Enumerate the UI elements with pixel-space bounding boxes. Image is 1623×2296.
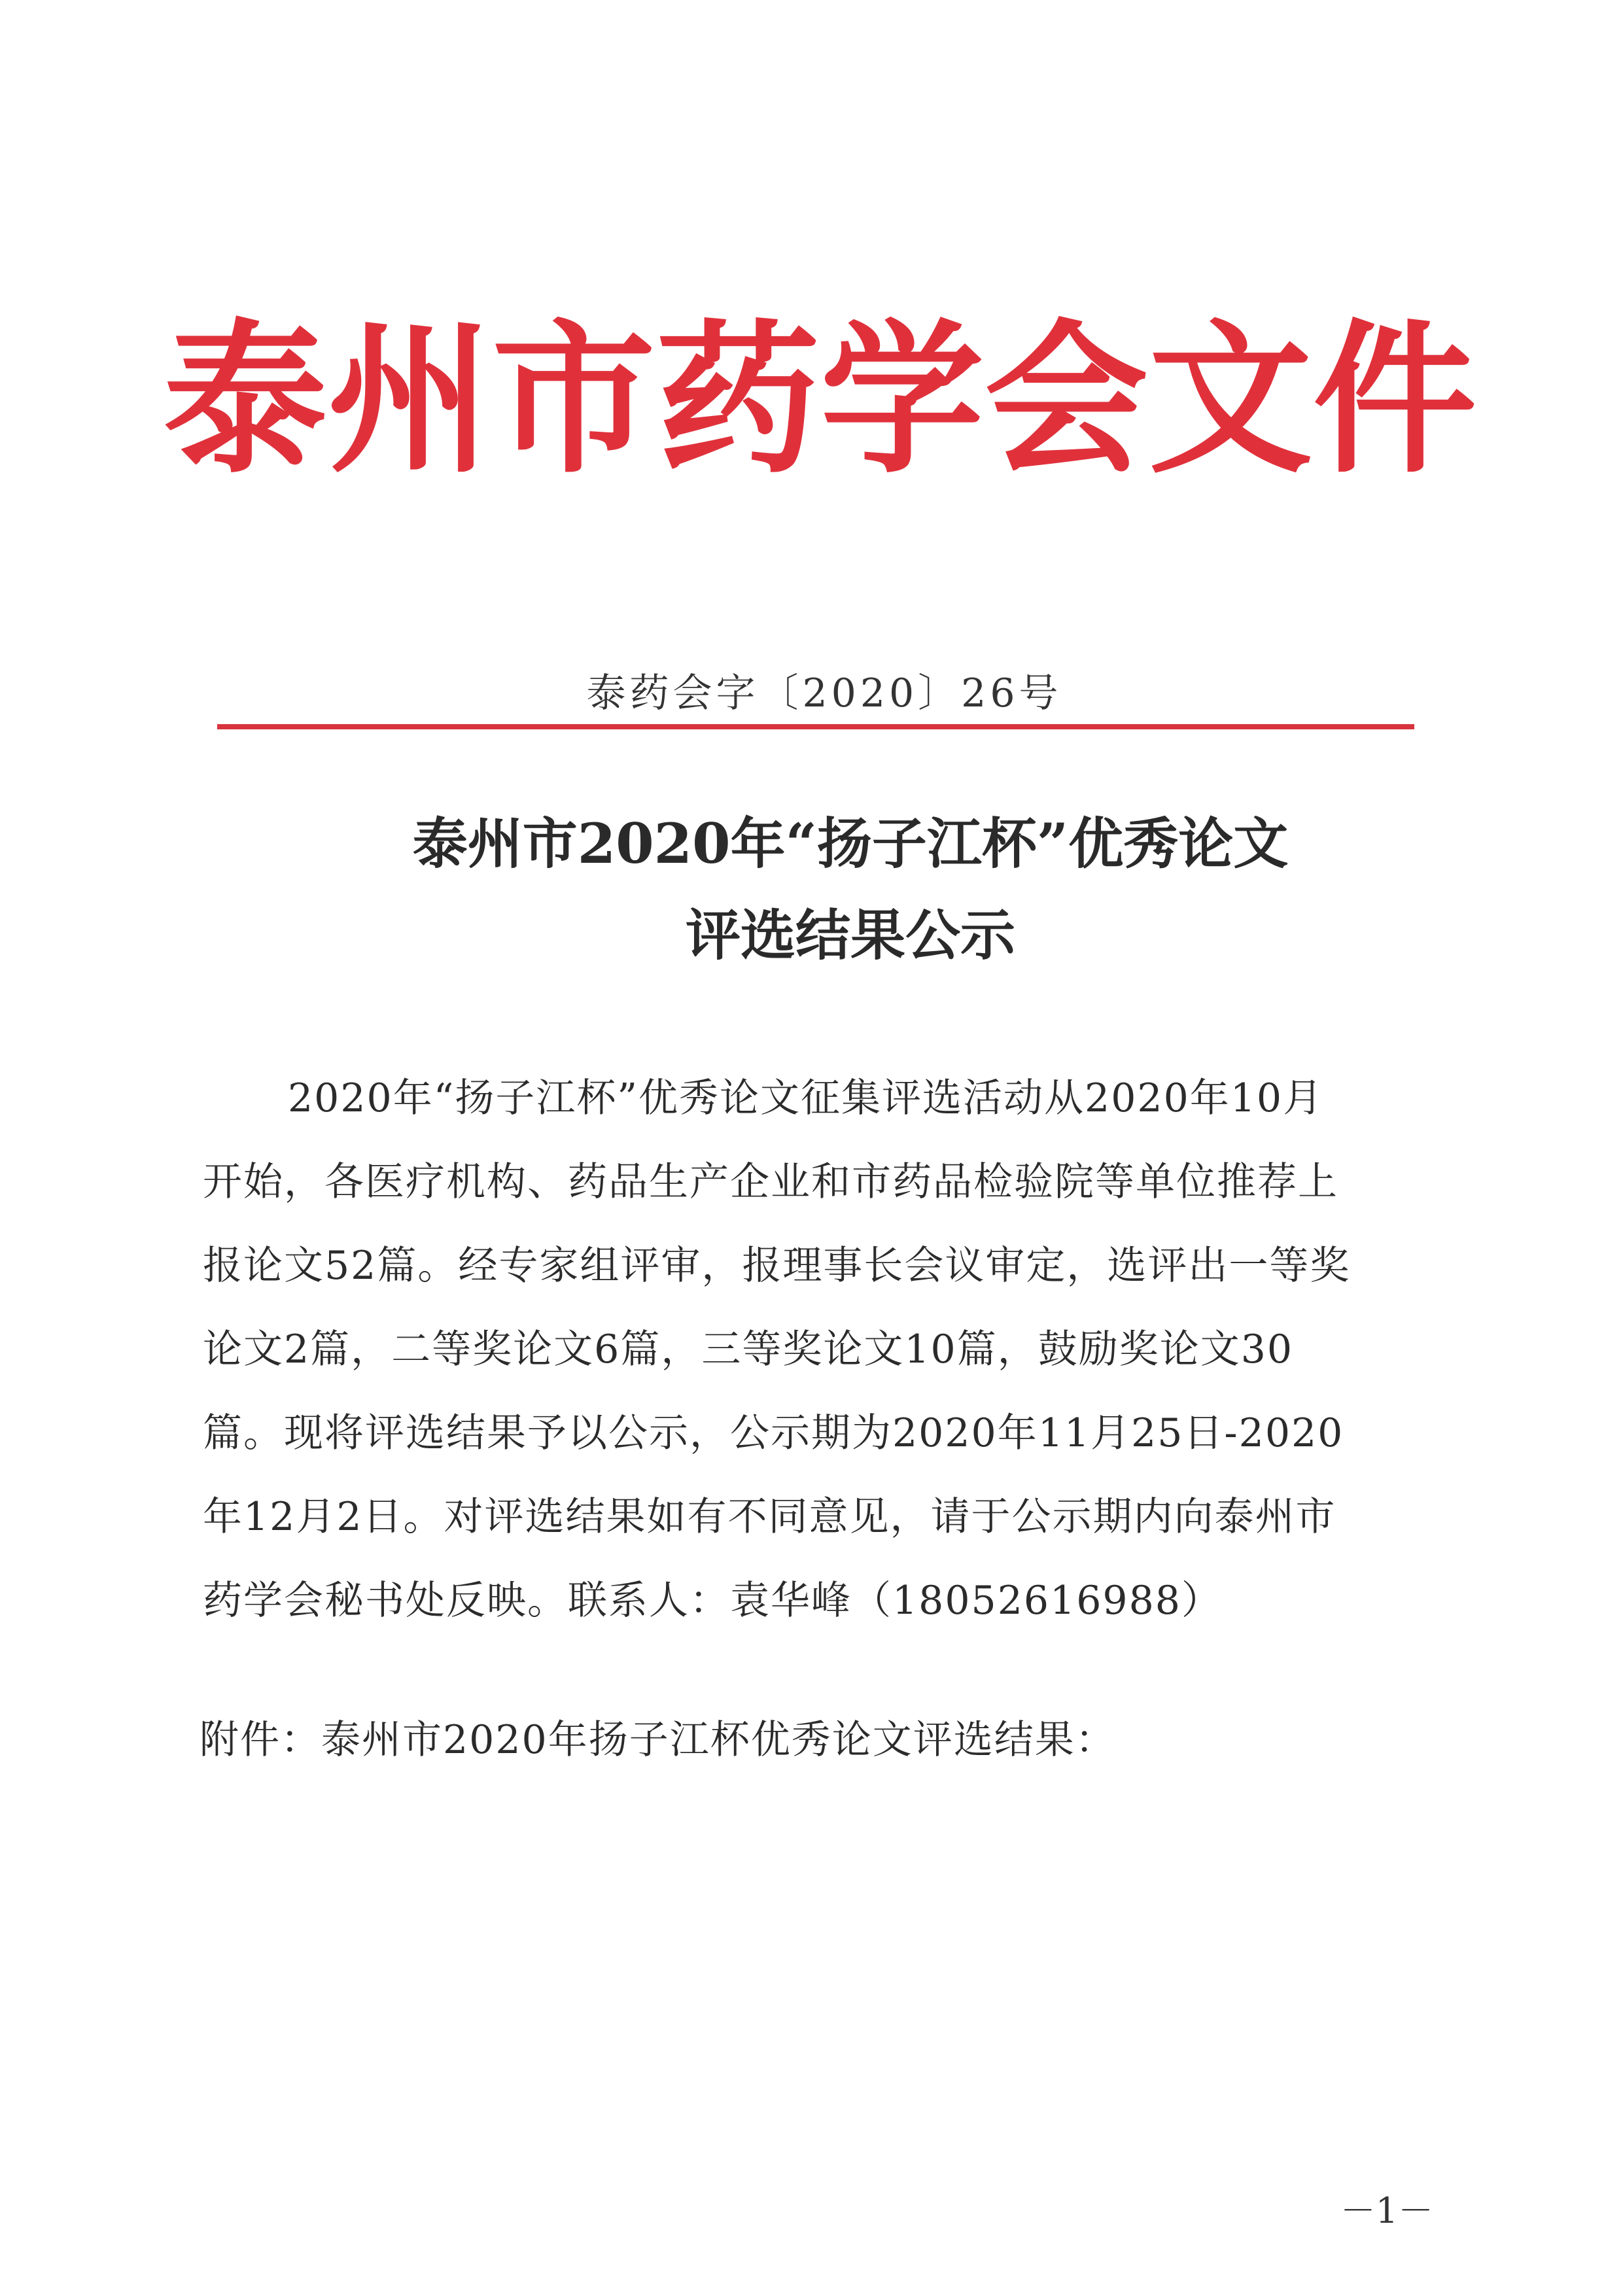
body-line: 2020年“扬子江杯”优秀论文征集评选活动从2020年10月 [288,1075,1324,1121]
body-line: 年12月2日。对评选结果如有不同意见，请于公示期内向泰州市 [203,1494,1336,1540]
body-line: 篇。现将评选结果予以公示，公示期为2020年11月25日-2020 [203,1410,1344,1456]
attachment-note: 附件：泰州市2020年扬子江杯优秀论文评选结果： [200,1717,1116,1763]
title-line-1: 泰州市2020年“扬子江杯”优秀论文 [412,811,1289,876]
announcement-title [327,798,1374,981]
title-line-2: 评选结果公示 [685,903,1015,967]
red-divider-line [217,724,1414,729]
document-number: 泰药会字〔2020〕26号 [586,670,1062,716]
page-number: －1－ [1340,2190,1434,2231]
body-line: 论文2篇，二等奖论文6篇，三等奖论文10篇，鼓励奖论文30 [203,1327,1294,1372]
announcement-body [203,1056,1433,1643]
body-line: 报论文52篇。经专家组评审，报理事长会议审定，选评出一等奖 [203,1243,1351,1289]
body-line: 开始，各医疗机构、药品生产企业和市药品检验院等单位推荐上 [203,1159,1338,1205]
masthead-title: 泰州市药学会文件 [164,303,1477,495]
body-line: 药学会秘书处反映。联系人：袁华峰（18052616988） [203,1578,1222,1624]
